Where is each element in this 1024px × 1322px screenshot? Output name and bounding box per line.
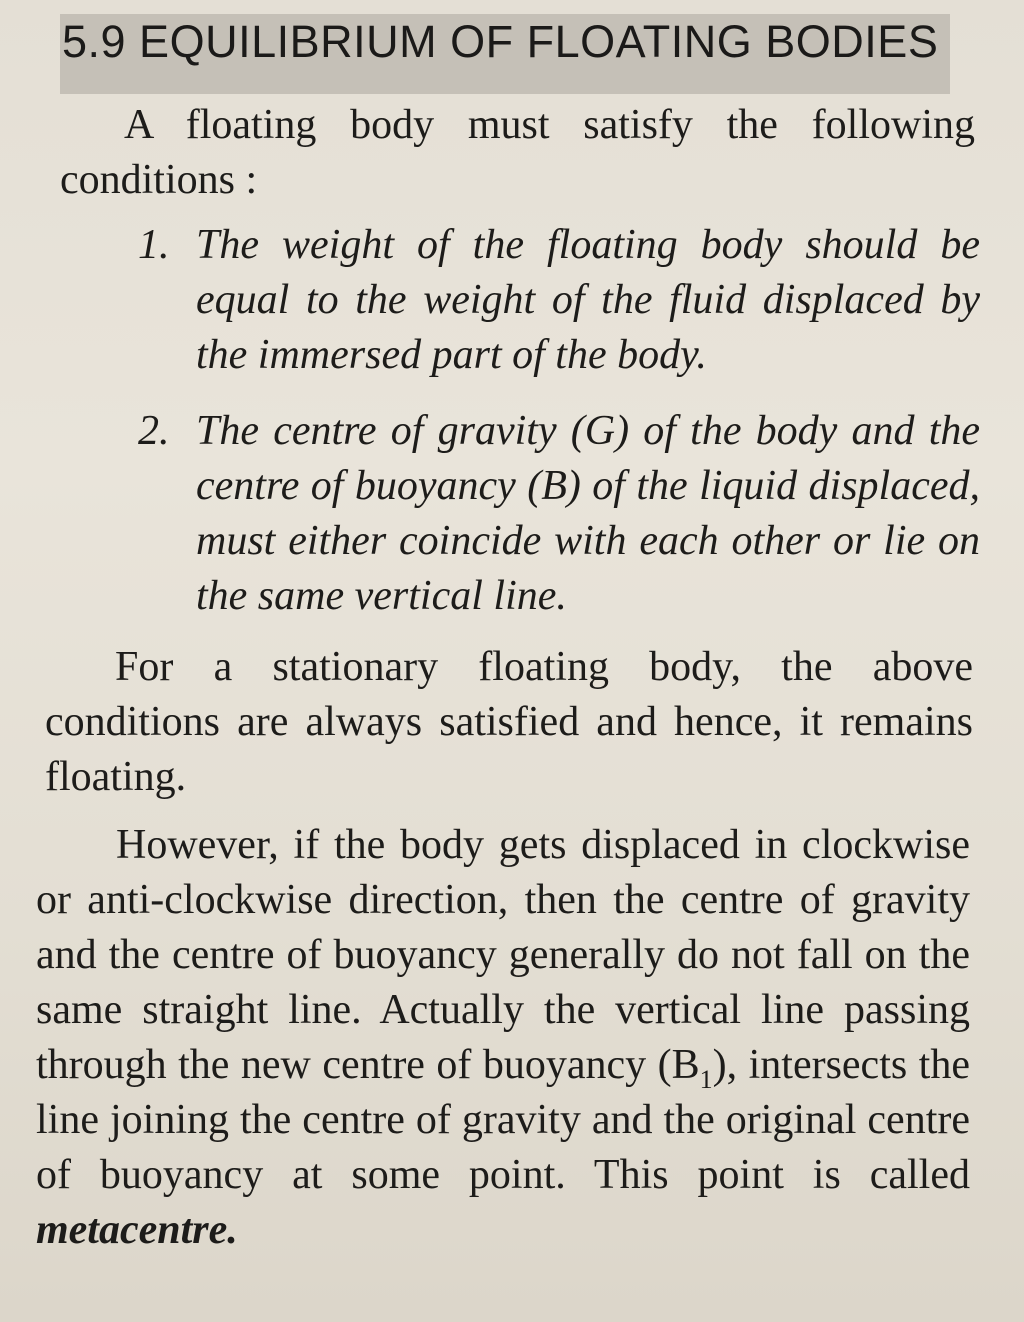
condition-item-1	[138, 218, 980, 383]
displaced-paragraph	[36, 818, 970, 1258]
condition-text: The centre of gravity (G) of the body and the centre of buoyancy (B) of the liquid displaced, must either coincide with each other or lie on the same vertical line.	[196, 408, 980, 619]
section-heading: 5.9 EQUILIBRIUM OF FLOATING BODIES	[62, 16, 939, 67]
condition-number: 2.	[138, 408, 170, 454]
stationary-paragraph: For a stationary floating body, the above conditions are always satisfied and hence, it remains floating.	[45, 644, 973, 800]
subscript: 1	[699, 1065, 713, 1094]
intro-paragraph: A floating body must satisfy the following conditions :	[60, 102, 975, 203]
defined-term: metacentre	[36, 1207, 228, 1253]
condition-text: The weight of the floating body should be equal to the weight of the fluid displaced by the immersed part of the body.	[196, 222, 980, 378]
condition-number: 1.	[138, 222, 170, 268]
condition-item-2	[138, 404, 980, 624]
paragraph-text: ), intersects the line joining the centre of gravity and the original centre of buoyancy at some point. This point is called	[36, 1042, 970, 1198]
term-period: .	[227, 1207, 238, 1253]
paragraph-text: However, if the body gets displaced in clockwise or anti-clockwise direction, then the centre of gravity and the centre of buoyancy generally do not fall on the same straight line. Actually the vertical line passing through the new centre of buoyancy (B	[36, 822, 970, 1088]
